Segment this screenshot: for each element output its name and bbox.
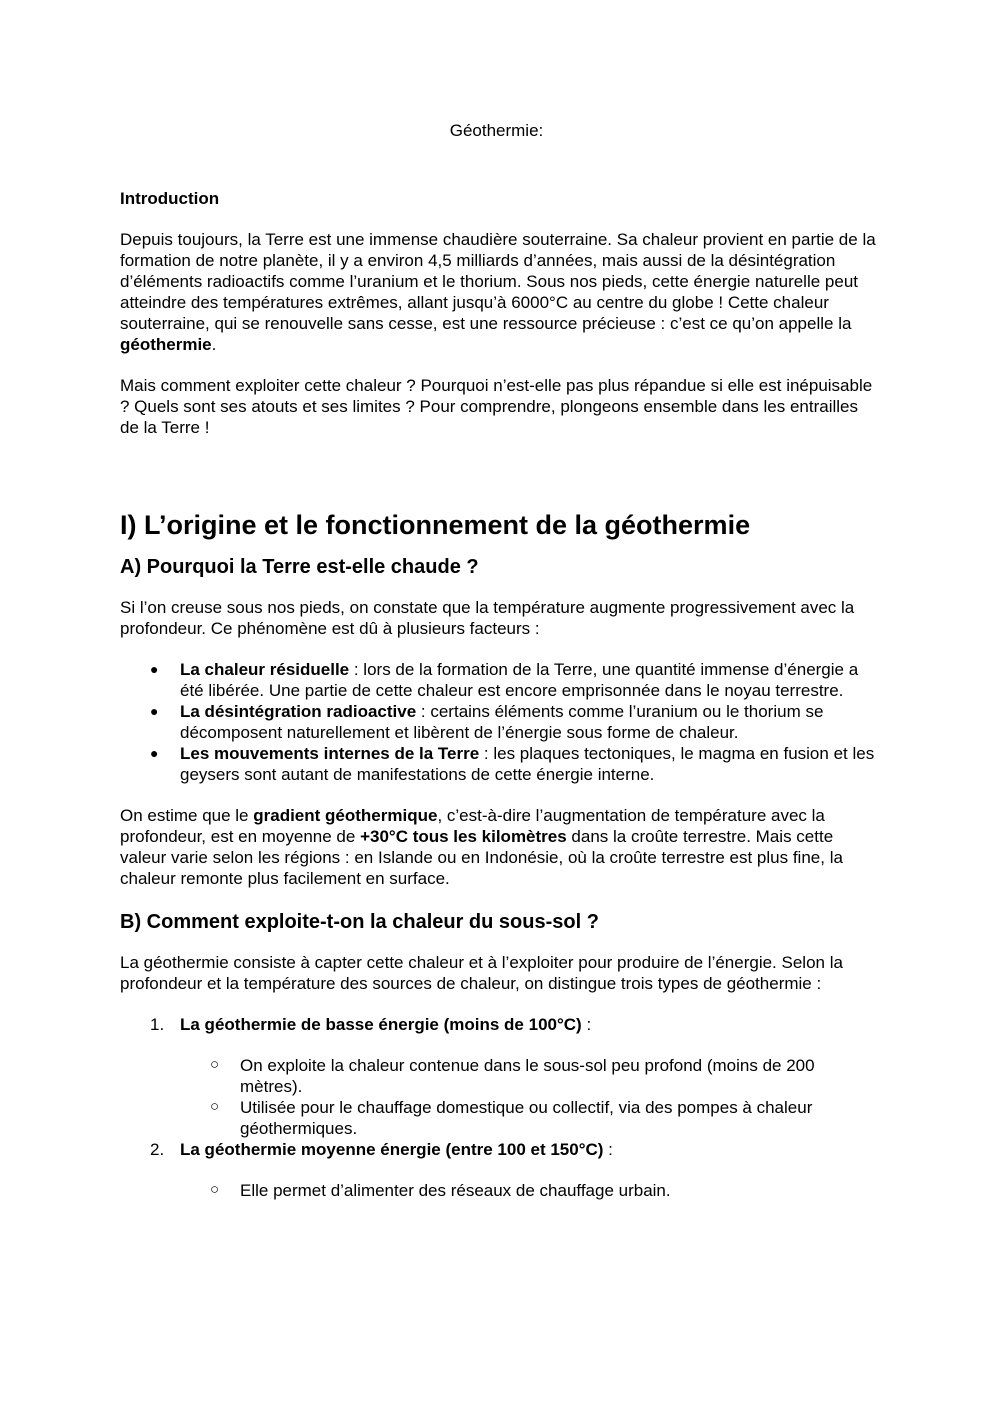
intro-text: Depuis toujours, la Terre est une immense chaudière souterraine. Sa chaleur provient en partie de la formation de notre planète, il y a environ 4,5 milliards d’années, mais aussi de la désintégration d’éléments radioactifs comme l’uranium et le thorium. Sous nos pieds, cette énergie naturelle peut atteindre des températures extrêmes, allant jusqu’à 6000°C au centre du globe ! Cette chaleur souterraine, qui se renouvelle sans cesse, est une ressource précieuse : c’est ce qu’on appelle la [120, 230, 876, 333]
gradient-text: , c’est-à-dire l’augmentation de température avec la profondeur, est en moyenne de [120, 806, 825, 846]
sub-list [180, 1055, 880, 1139]
list-item-title: La désintégration radioactive [180, 702, 417, 721]
bullet-icon: ● [150, 745, 159, 761]
subsection-a-intro: Si l’on creuse sous nos pieds, on constate que la température augmente progressivement avec la profondeur. Ce phénomène est dû à plusieurs facteurs : [120, 598, 855, 638]
factors-list [120, 659, 880, 785]
item-number: 2. [150, 1140, 165, 1159]
intro-heading: Introduction [120, 189, 220, 208]
circle-bullet-icon: ○ [210, 1098, 220, 1115]
intro-text-end: . [211, 335, 217, 354]
gradient-text: On estime que le [120, 806, 254, 825]
item-title-suffix: : [603, 1140, 613, 1159]
item-title-suffix: : [581, 1015, 592, 1034]
section-1-heading: I) L’origine et le fonctionnement de la géothermie [120, 510, 751, 540]
intro-emphasis: géothermie [120, 335, 212, 354]
list-item-title: Les mouvements internes de la Terre [180, 744, 480, 763]
sub-list-item [180, 1180, 880, 1201]
item-title-bold: La géothermie de basse énergie (moins de 100°C) [180, 1015, 582, 1034]
intro-paragraph-2: Mais comment exploiter cette chaleur ? Pourquoi n’est-elle pas plus répandue si elle est inépuisable ? Quels sont ses atouts et ses limites ? Pour comprendre, plongeons ensemble dans les entrailles de la Terre ! [120, 376, 873, 437]
list-item [120, 1014, 880, 1139]
gradient-paragraph [120, 805, 880, 889]
list-item-title: La chaleur résiduelle [180, 660, 350, 679]
gradient-value: +30°C tous les kilomètres [360, 827, 567, 846]
item-title [180, 1014, 880, 1035]
sub-item-text: Elle permet d’alimenter des réseaux de chauffage urbain. [240, 1181, 671, 1200]
gradient-text: dans la croûte terrestre. Mais cette valeur varie selon les régions : en Islande ou en Indonésie, où la croûte terrestre est plus fine, la chaleur remonte plus facilement en surface. [120, 827, 843, 888]
list-item [120, 743, 880, 785]
document-body [120, 188, 880, 1201]
item-title-bold: La géothermie moyenne énergie (entre 100 et 150°C) [180, 1140, 604, 1159]
list-item-text: : certains éléments comme l’uranium ou le thorium se décomposent naturellement et libèrent de l’énergie sous forme de chaleur. [180, 702, 824, 742]
geothermal-types-list [120, 1014, 880, 1201]
list-item [120, 1139, 880, 1201]
bullet-icon: ● [150, 661, 159, 677]
list-item-text: : les plaques tectoniques, le magma en fusion et les geysers sont autant de manifestations de cette énergie interne. [180, 744, 875, 784]
list-item-text: : lors de la formation de la Terre, une quantité immense d’énergie a été libérée. Une partie de cette chaleur est encore emprisonnée dans le noyau terrestre. [180, 660, 859, 700]
list-item [120, 701, 880, 743]
sub-item-text: On exploite la chaleur contenue dans le sous-sol peu profond (moins de 200 mètres). [240, 1056, 815, 1096]
item-title [180, 1139, 880, 1160]
document-title: Géothermie: [449, 121, 544, 140]
gradient-term: gradient géothermique [253, 806, 438, 825]
sub-list-item [180, 1097, 880, 1139]
circle-bullet-icon: ○ [210, 1181, 220, 1198]
item-number: 1. [150, 1015, 165, 1034]
circle-bullet-icon: ○ [210, 1056, 220, 1073]
subsection-b-intro: La géothermie consiste à capter cette chaleur et à l’exploiter pour produire de l’énergie. Selon la profondeur et la température des sources de chaleur, on distingue trois types de géothermie : [120, 953, 843, 993]
sub-item-text: Utilisée pour le chauffage domestique ou collectif, via des pompes à chaleur géothermiques. [240, 1098, 813, 1138]
bullet-icon: ● [150, 703, 159, 719]
subsection-b-heading: B) Comment exploite-t-on la chaleur du sous-sol ? [120, 911, 599, 933]
list-item [120, 659, 880, 701]
sub-list [180, 1180, 880, 1201]
sub-list-item [180, 1055, 880, 1097]
subsection-a-heading: A) Pourquoi la Terre est-elle chaude ? [120, 556, 479, 578]
intro-paragraph-1 [120, 229, 880, 355]
